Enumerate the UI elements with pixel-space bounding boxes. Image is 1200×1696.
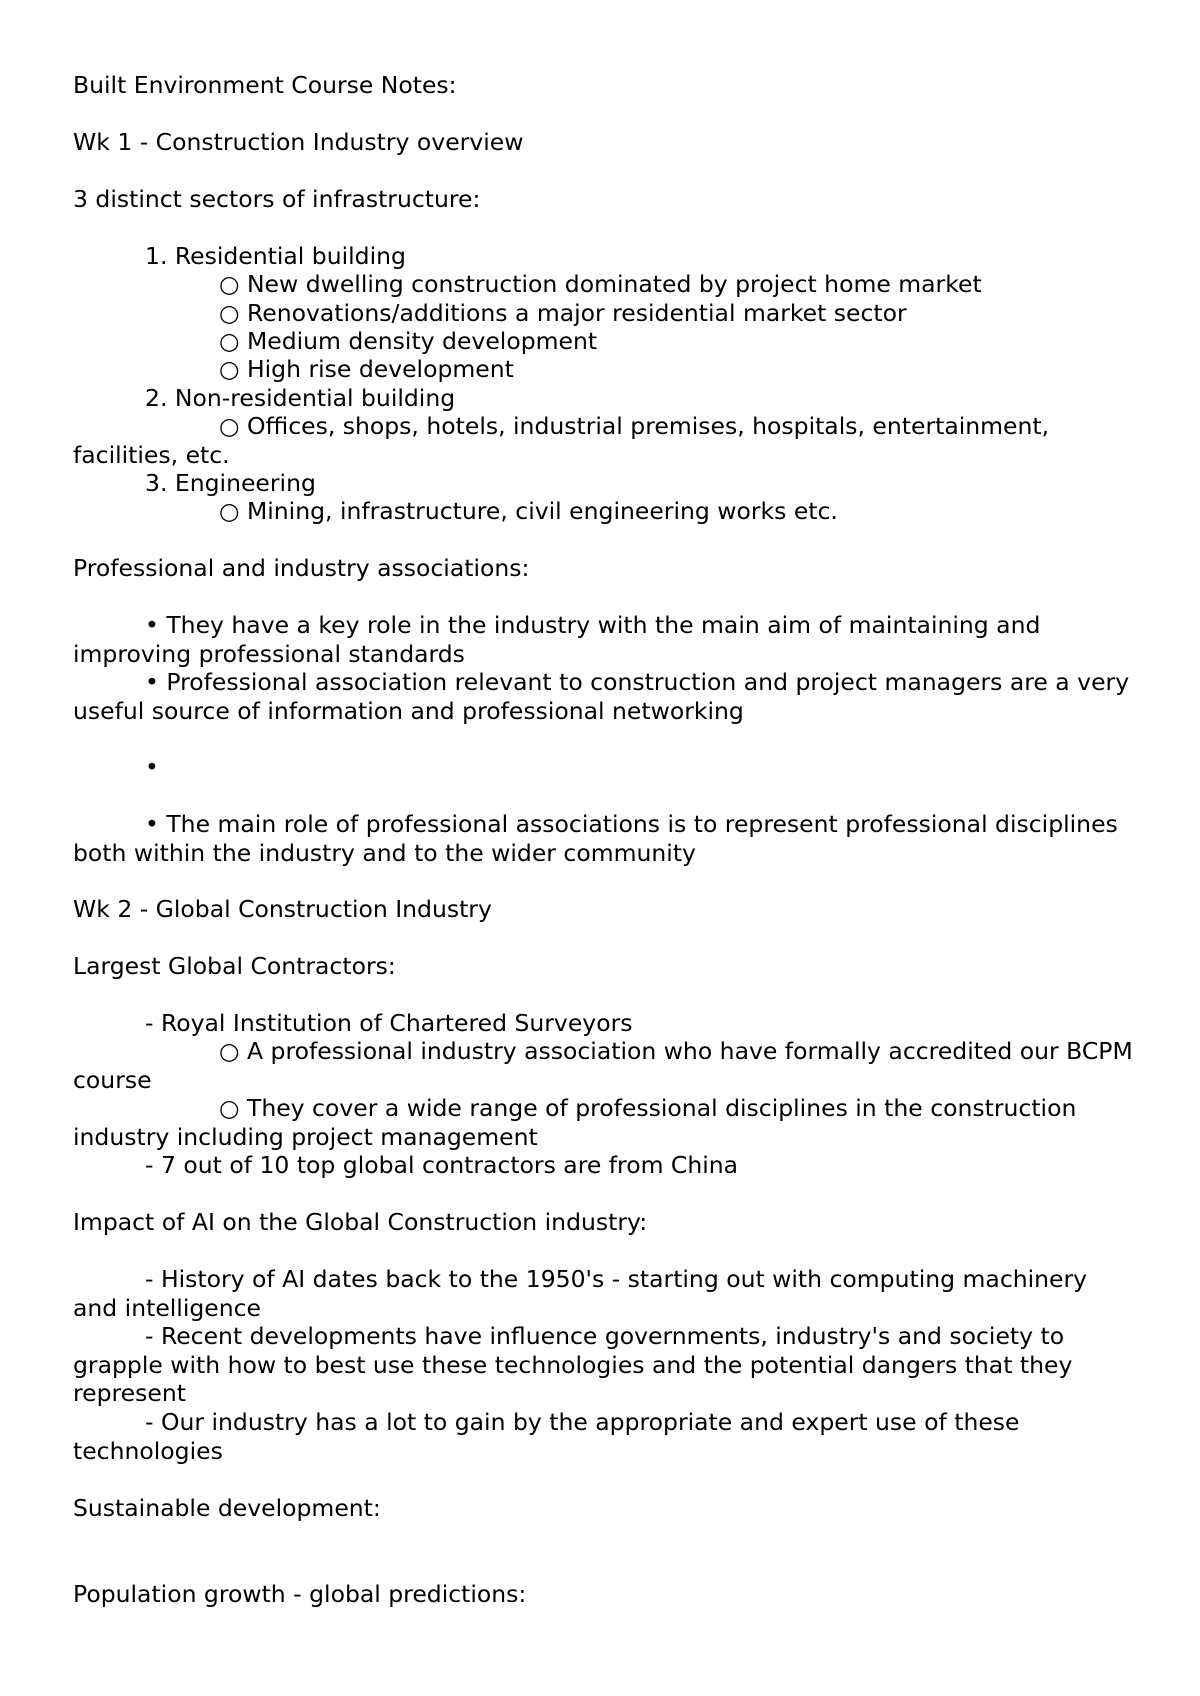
sector-non-residential-item: ○ Offices, shops, hotels, industrial premises, hospitals, entertainment, facilities, etc.	[73, 412, 1050, 469]
rics-sub-item: ○ They cover a wide range of professional disciplines in the construction industry including project management	[73, 1094, 1077, 1151]
associations-bullet: • They have a key role in the industry with the main aim of maintaining and improving professional standards	[73, 611, 1041, 668]
rics-sub-item: ○ A professional industry association who have formally accredited our BCPM course	[73, 1037, 1133, 1094]
population-heading: Population growth - global predictions:	[73, 1580, 527, 1608]
sector-residential-item: ○ Medium density development	[219, 327, 598, 355]
sector-engineering: 3. Engineering	[145, 469, 316, 497]
week2-heading: Wk 2 - Global Construction Industry	[73, 895, 492, 923]
associations-heading: Professional and industry associations:	[73, 554, 530, 582]
sector-engineering-item: ○ Mining, infrastructure, civil engineering works etc.	[219, 497, 838, 525]
sector-residential-item: ○ Renovations/additions a major residential market sector	[219, 299, 907, 327]
china-note: - 7 out of 10 top global contractors are from China	[145, 1151, 739, 1179]
sector-residential: 1. Residential building	[145, 242, 406, 270]
sector-residential-item: ○ New dwelling construction dominated by project home market	[219, 270, 982, 298]
ai-item: - Our industry has a lot to gain by the appropriate and expert use of these technologies	[73, 1408, 1020, 1465]
contractors-heading: Largest Global Contractors:	[73, 952, 396, 980]
ai-item: - History of AI dates back to the 1950's - starting out with computing machinery and intelligence	[73, 1265, 1088, 1322]
ai-item: - Recent developments have influence governments, industry's and society to grapple with how to best use these technologies and the potential dangers that they represent	[73, 1322, 1073, 1407]
sectors-intro: 3 distinct sectors of infrastructure:	[73, 185, 481, 213]
sector-non-residential: 2. Non-residential building	[145, 384, 456, 412]
sector-residential-item: ○ High rise development	[219, 355, 514, 383]
associations-bullet: •	[145, 753, 159, 781]
ai-heading: Impact of AI on the Global Construction industry:	[73, 1208, 648, 1236]
document-title: Built Environment Course Notes:	[73, 71, 457, 99]
associations-bullet: • The main role of professional associations is to represent professional disciplines both within the industry and to the wider community	[73, 810, 1118, 867]
rics-item: - Royal Institution of Chartered Surveyors	[145, 1009, 633, 1037]
week1-heading: Wk 1 - Construction Industry overview	[73, 128, 524, 156]
sustainable-heading: Sustainable development:	[73, 1494, 381, 1522]
associations-bullet: • Professional association relevant to construction and project managers are a very useful source of information and professional networking	[73, 668, 1130, 725]
